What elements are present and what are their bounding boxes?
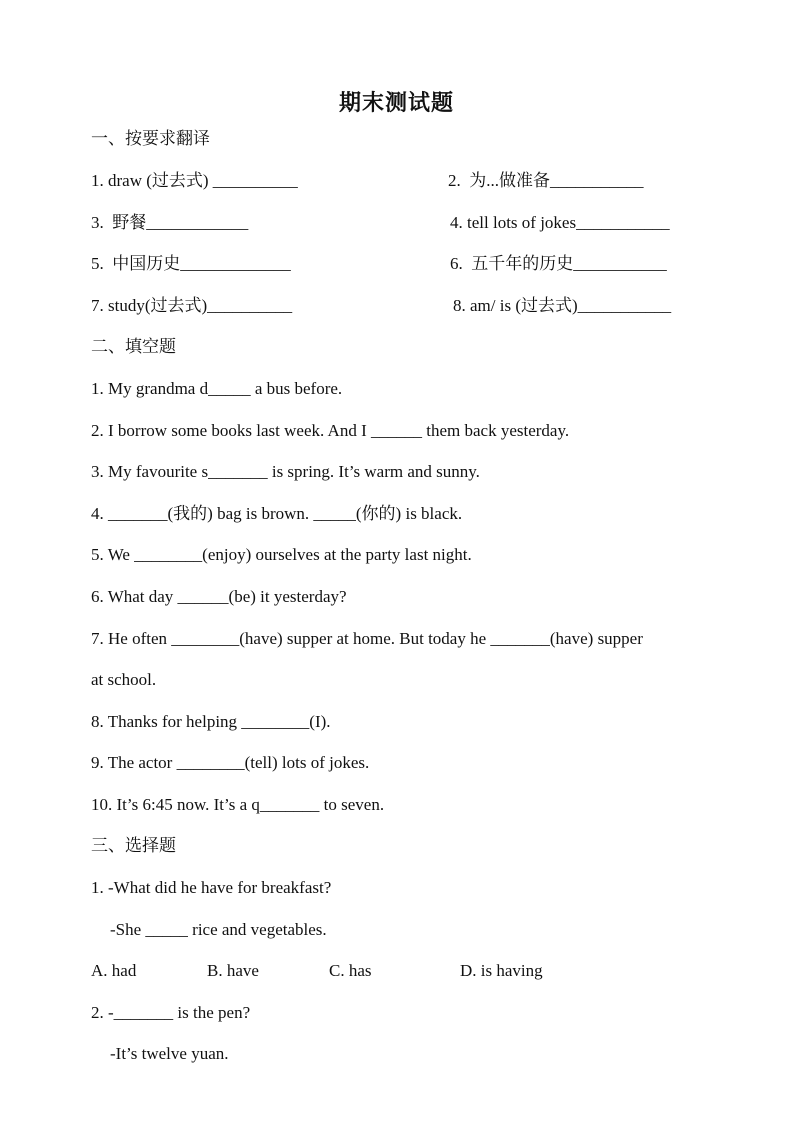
option-b: B. have <box>207 961 259 980</box>
option-c: C. has <box>329 961 372 980</box>
fill-item: 3. My favourite s_______ is spring. It’s warm and sunny. <box>91 462 480 481</box>
fill-item: 4. _______(我的) bag is brown. _____(你的) is black. <box>91 504 463 523</box>
choice-answer-2: -It’s twelve yuan. <box>110 1044 229 1063</box>
translate-item-1: 1. draw (过去式) __________ <box>91 171 298 190</box>
translate-item-6: 6. 五千年的历史___________ <box>450 254 667 273</box>
fill-item: 6. What day ______(be) it yesterday? <box>91 587 347 606</box>
choice-question-2: 2. -_______ is the pen? <box>91 1003 251 1022</box>
fill-item: 1. My grandma d_____ a bus before. <box>91 379 343 398</box>
translate-item-5: 5. 中国历史_____________ <box>91 254 291 273</box>
fill-item: 7. He often ________(have) supper at home. But today he _______(have) supper <box>91 629 643 648</box>
translate-item-3: 3. 野餐____________ <box>91 213 249 232</box>
translate-item-2: 2. 为...做准备___________ <box>448 171 644 190</box>
fill-item: 9. The actor ________(tell) lots of jokes. <box>91 753 370 772</box>
fill-item-continuation: at school. <box>91 670 157 689</box>
translate-item-4: 4. tell lots of jokes___________ <box>450 213 670 232</box>
section3-heading: 三、选择题 <box>91 836 176 855</box>
option-a: A. had <box>91 961 137 980</box>
section1-heading: 一、按要求翻译 <box>91 129 210 148</box>
option-d: D. is having <box>460 961 543 980</box>
choice-question-1: 1. -What did he have for breakfast? <box>91 878 332 897</box>
translate-item-8: 8. am/ is (过去式)___________ <box>453 296 672 315</box>
translate-item-7: 7. study(过去式)__________ <box>91 296 293 315</box>
fill-item: 5. We ________(enjoy) ourselves at the party last night. <box>91 545 472 564</box>
section2-heading: 二、填空题 <box>91 337 176 356</box>
fill-item: 2. I borrow some books last week. And I ______ them back yesterday. <box>91 421 570 440</box>
page-title: 期末测试题 <box>338 90 454 115</box>
fill-item: 8. Thanks for helping ________(I). <box>91 712 331 731</box>
fill-item: 10. It’s 6:45 now. It’s a q_______ to seven. <box>91 795 385 814</box>
choice-answer-1: -She _____ rice and vegetables. <box>110 920 327 939</box>
